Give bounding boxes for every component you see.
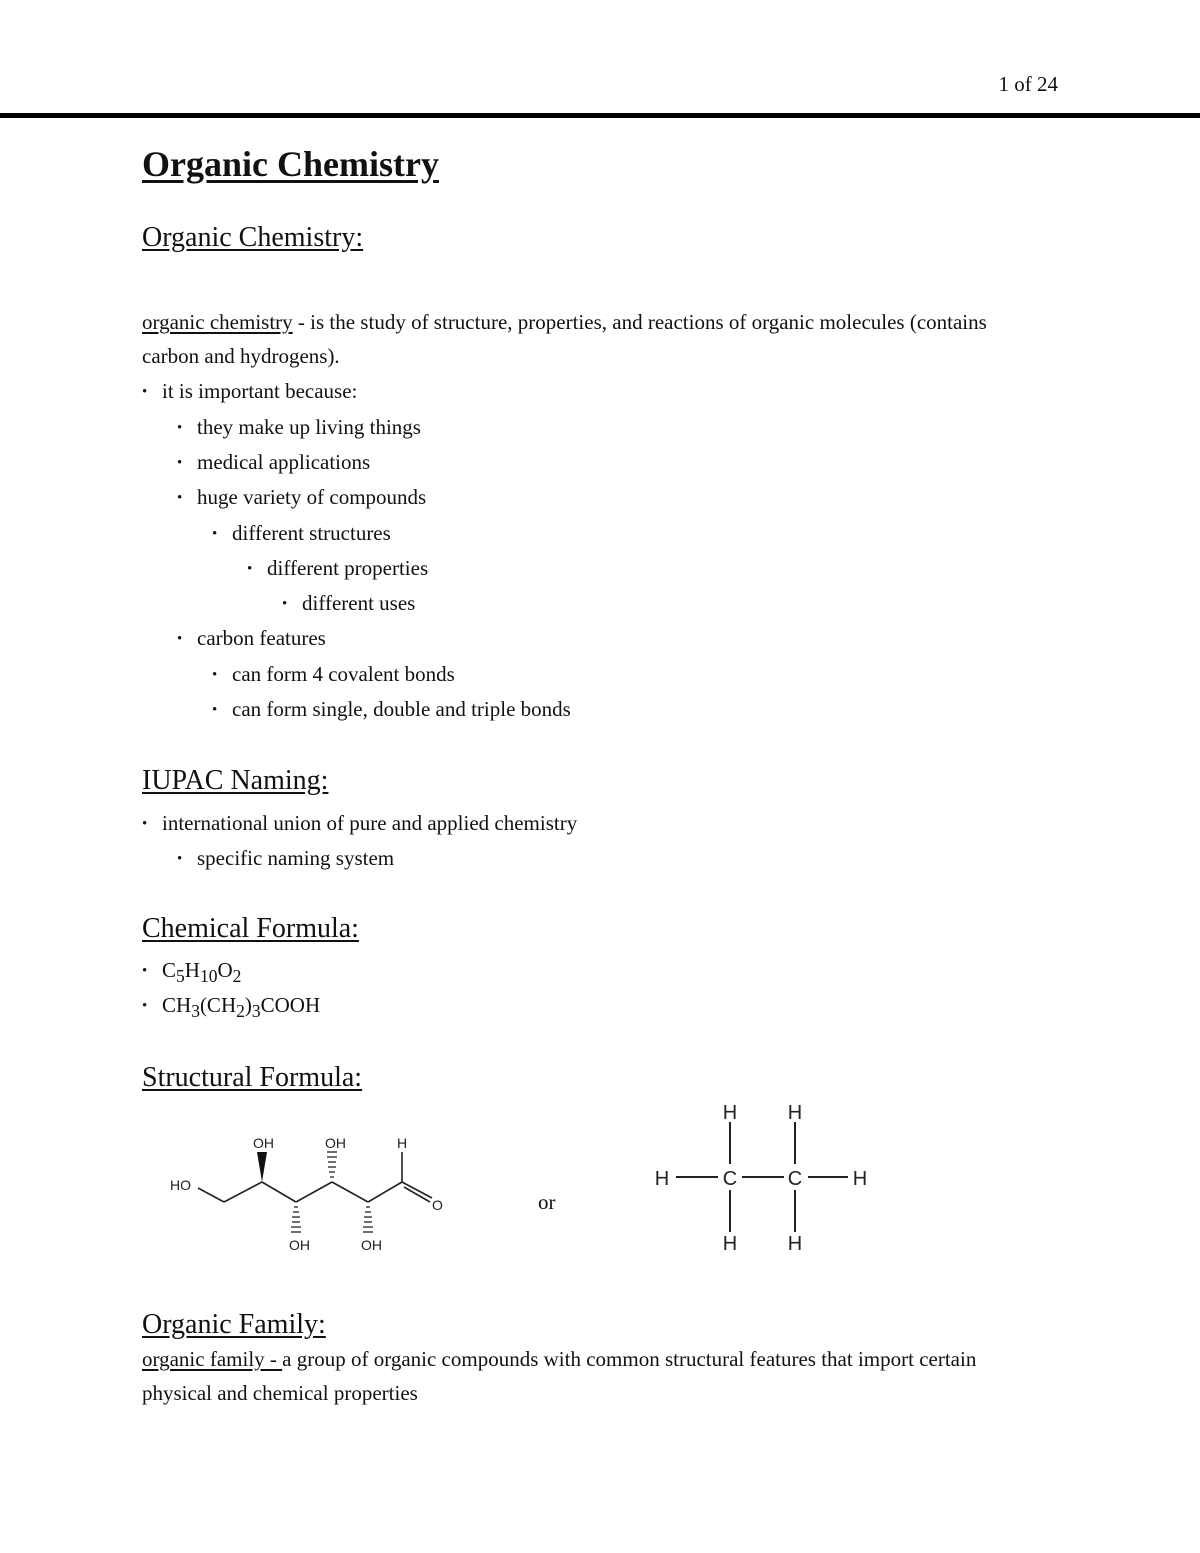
atom-label: OH bbox=[253, 1135, 274, 1151]
list-item: • carbon features bbox=[177, 621, 326, 656]
atom-label: H bbox=[722, 1233, 738, 1255]
list-item: • can form single, double and triple bonds bbox=[212, 692, 571, 727]
definition-organic-family bbox=[142, 1342, 1042, 1410]
wedge-bond bbox=[257, 1152, 267, 1182]
atom-label: H bbox=[787, 1102, 803, 1124]
hashed-bond bbox=[363, 1207, 373, 1232]
formula-subscript: 10 bbox=[199, 966, 218, 987]
list-item: • different structures bbox=[212, 516, 391, 551]
definition-text: a group of organic compounds with common structural features that import certain physical and chemical properties bbox=[142, 1347, 977, 1405]
section-heading-iupac: IUPAC Naming: bbox=[142, 765, 329, 796]
list-item: • specific naming system bbox=[177, 841, 394, 876]
formula-subscript: 2 bbox=[236, 1001, 245, 1022]
bond-line bbox=[296, 1182, 332, 1202]
document-title: Organic Chemistry bbox=[142, 144, 439, 184]
bond-line bbox=[402, 1182, 432, 1198]
formula-part: C bbox=[162, 958, 177, 982]
atom-label: O bbox=[432, 1197, 443, 1213]
formula-part: H bbox=[184, 958, 200, 982]
formula-part: COOH bbox=[260, 993, 321, 1017]
section-heading-organic-family: Organic Family: bbox=[142, 1309, 326, 1340]
definition-text: - is the study of structure, properties, and reactions of organic molecules (contains carbon and hydrogens). bbox=[142, 310, 987, 368]
formula-item bbox=[142, 988, 320, 1028]
atom-label: OH bbox=[361, 1237, 382, 1253]
bond-line bbox=[262, 1182, 296, 1202]
section-heading-structural-formula: Structural Formula: bbox=[142, 1062, 363, 1093]
atom-label: H bbox=[397, 1135, 408, 1151]
formula-subscript: 2 bbox=[232, 966, 242, 987]
page-number: 1 of 24 bbox=[998, 72, 1058, 96]
bond-line bbox=[368, 1182, 402, 1202]
ethane-structure-diagram bbox=[640, 1098, 880, 1258]
formula-part: (CH bbox=[199, 993, 237, 1017]
hashed-bond bbox=[291, 1207, 301, 1232]
formula-part: ) bbox=[244, 993, 252, 1017]
list-item: • can form 4 covalent bonds bbox=[212, 657, 455, 692]
formula-subscript: 3 bbox=[251, 1001, 261, 1022]
formula-subscript: 3 bbox=[191, 1001, 200, 1022]
definition-organic-chemistry bbox=[142, 305, 1042, 373]
formula-part: O bbox=[217, 958, 233, 982]
bond-line bbox=[224, 1182, 262, 1202]
atom-label: HO bbox=[170, 1177, 191, 1193]
list-item: • medical applications bbox=[177, 445, 370, 480]
list-item: • huge variety of compounds bbox=[177, 480, 426, 515]
list-item: • it is important because: bbox=[142, 374, 357, 409]
list-item: • international union of pure and applied chemistry bbox=[142, 806, 577, 841]
hashed-bond bbox=[327, 1152, 337, 1177]
list-item: • different uses bbox=[282, 586, 415, 621]
atom-label: H bbox=[787, 1233, 803, 1255]
atom-label: H bbox=[852, 1168, 868, 1190]
term-organic-chemistry: organic chemistry bbox=[142, 310, 293, 334]
section-heading-organic-chemistry: Organic Chemistry: bbox=[142, 222, 364, 253]
term-organic-family: organic family - bbox=[142, 1347, 283, 1371]
atom-label: H bbox=[654, 1168, 670, 1190]
atom-label: OH bbox=[325, 1135, 346, 1151]
header-rule bbox=[0, 113, 1200, 118]
bond-line bbox=[332, 1182, 368, 1202]
or-text: or bbox=[538, 1190, 556, 1214]
section-heading-chemical-formula: Chemical Formula: bbox=[142, 913, 359, 944]
glucose-structure-diagram bbox=[160, 1098, 460, 1268]
bond-line bbox=[198, 1188, 224, 1202]
formula-part: CH bbox=[162, 993, 192, 1017]
atom-label: H bbox=[722, 1102, 738, 1124]
atom-label: C bbox=[787, 1168, 803, 1190]
list-item: • they make up living things bbox=[177, 410, 421, 445]
atom-label: OH bbox=[289, 1237, 310, 1253]
atom-label: C bbox=[722, 1168, 738, 1190]
formula-subscript: 5 bbox=[176, 966, 185, 987]
list-item: • different properties bbox=[247, 551, 428, 586]
